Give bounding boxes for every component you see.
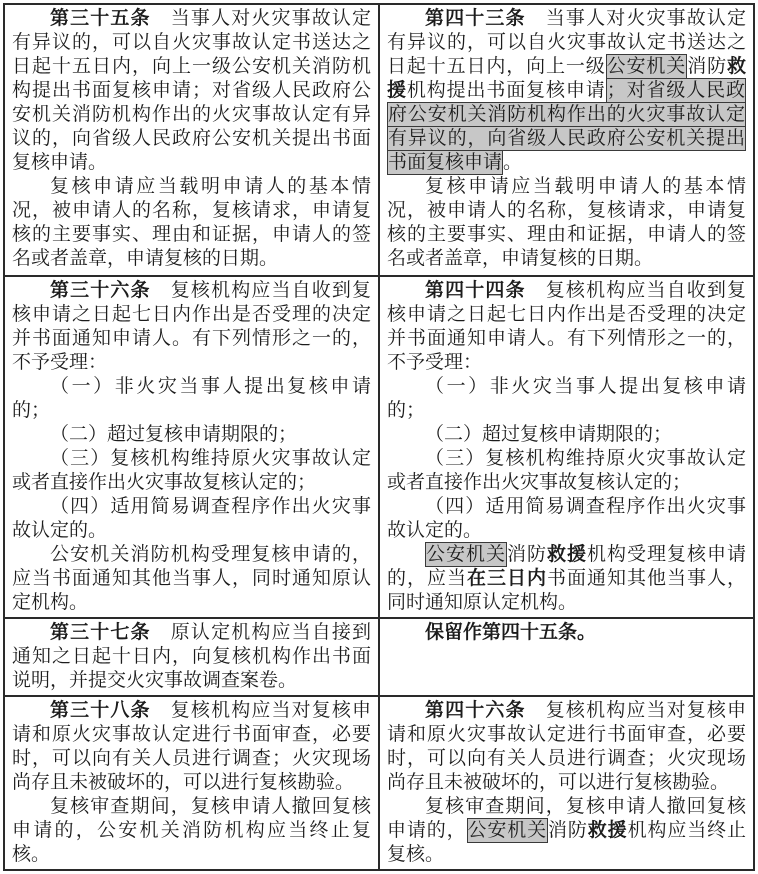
article-paragraph — [12, 495, 371, 543]
cell-article-35 — [4, 4, 379, 276]
text-run: 书面通知其他当事人，同时通知原认定机构。 — [387, 568, 746, 613]
text-run: （一）非火灾当事人提出复核申请的； — [12, 376, 371, 421]
article-paragraph — [387, 795, 746, 867]
text-run: 复核机构应当对复核申请和原火灾事故认定进行书面审查，必要时，可以向有关人员进行调查；火灾现场尚存且未被破坏的，可以进行复核勘验。 — [387, 700, 746, 793]
article-paragraph — [12, 543, 371, 615]
bold-run: 救援 — [387, 56, 746, 101]
cell-article-44 — [379, 276, 754, 618]
table-row — [4, 696, 754, 870]
text-run: （四）适用简易调查程序作出火灾事故认定的。 — [387, 496, 746, 541]
article-paragraph — [12, 621, 371, 693]
text-run: （二）超过复核申请期限的； — [50, 424, 298, 445]
article-paragraph — [387, 699, 746, 795]
article-paragraph — [12, 423, 371, 447]
article-paragraph — [387, 175, 746, 271]
bold-run: 第四十三条 — [425, 8, 526, 29]
bold-run: 第三十六条 — [50, 280, 151, 301]
text-run: 。 — [503, 152, 523, 173]
article-paragraph — [12, 7, 371, 175]
article-paragraph — [387, 423, 746, 447]
comparison-table — [3, 3, 755, 871]
revision-highlight: ；对省级人民政府公安机关消防机构作出的火灾事故认定有异议的，向省级人民政府公安机关提出书面复核申请 — [388, 80, 745, 173]
text-run: （一）非火灾当事人提出复核申请的； — [387, 376, 746, 421]
article-paragraph — [387, 543, 746, 615]
cell-article-37 — [4, 618, 379, 696]
text-run: 机构提出书面复核申请 — [406, 80, 606, 101]
bold-run: 第三十八条 — [50, 700, 151, 721]
text-run: （三）复核机构维持原火灾事故认定或者直接作出火灾事故复核认定的； — [12, 448, 371, 493]
article-paragraph — [387, 7, 746, 175]
text-run: （二）超过复核申请期限的； — [425, 424, 673, 445]
cell-article-45-reserved — [379, 618, 754, 696]
bold-run: 第三十五条 — [50, 8, 151, 29]
revision-highlight: 公安机关 — [426, 544, 506, 565]
bold-run: 救援 — [546, 544, 587, 565]
text-run: 机构应当终止复核。 — [387, 820, 746, 865]
article-paragraph — [12, 375, 371, 423]
text-run: 消防 — [687, 56, 727, 77]
cell-article-36 — [4, 276, 379, 618]
cell-article-43 — [379, 4, 754, 276]
text-run: 公安机关消防机构受理复核申请的，应当书面通知其他当事人，同时通知原认定机构。 — [12, 544, 371, 613]
article-paragraph — [12, 175, 371, 271]
text-run: 复核申请应当载明申请人的基本情况，被申请人的名称，复核请求，申请复核的主要事实、理由和证据，申请人的签名或者盖章，申请复核的日期。 — [12, 176, 371, 269]
bold-run: 第四十六条 — [425, 700, 526, 721]
revision-highlight: 公安机关 — [467, 820, 548, 841]
text-run: 消防 — [548, 820, 588, 841]
text-run: 复核机构应当自收到复核申请之日起七日内作出是否受理的决定并书面通知申请人。有下列情形之一的，不予受理： — [387, 280, 746, 373]
text-run: 复核机构应当对复核申请和原火灾事故认定进行书面审查，必要时，可以向有关人员进行调查；火灾现场尚存且未被破坏的，可以进行复核勘验。 — [12, 700, 371, 793]
text-run: 当事人对火灾事故认定有异议的，可以自火灾事故认定书送达之日起十五日内，向上一级 — [387, 8, 746, 77]
text-run: （三）复核机构维持原火灾事故认定或者直接作出火灾事故复核认定的； — [387, 448, 746, 493]
bold-run: 第四十四条 — [425, 280, 526, 301]
bold-run: 第三十七条 — [50, 622, 151, 643]
table-row — [4, 618, 754, 696]
text-run: 复核审查期间，复核申请人撤回复核申请的，公安机关消防机构应当终止复核。 — [12, 796, 371, 865]
cell-article-46 — [379, 696, 754, 870]
article-paragraph — [12, 447, 371, 495]
table-row — [4, 276, 754, 618]
bold-run: 救援 — [587, 820, 628, 841]
article-paragraph — [12, 279, 371, 375]
text-run: 复核审查期间，复核申请人撤回复核申请的， — [387, 796, 746, 841]
article-paragraph — [387, 495, 746, 543]
cell-article-38 — [4, 696, 379, 870]
table-row — [4, 4, 754, 276]
article-paragraph — [12, 795, 371, 867]
text-run: 复核申请应当载明申请人的基本情况，被申请人的名称，复核请求，申请复核的主要事实、理由和证据，申请人的签名或者盖章，申请复核的日期。 — [387, 176, 746, 269]
text-run: （四）适用简易调查程序作出火灾事故认定的。 — [12, 496, 371, 541]
text-run: 当事人对火灾事故认定有异议的，可以自火灾事故认定书送达之日起十五日内，向上一级公安机关消防机构提出书面复核申请；对省级人民政府公安机关消防机构作出的火灾事故认定有异议的，向省级人民政府公安机关提出书面复核申请。 — [12, 8, 371, 173]
revision-highlight: 公安机关 — [606, 56, 687, 77]
text-run: 原认定机构应当自接到通知之日起十日内，向复核机构作出书面说明，并提交火灾事故调查案卷。 — [12, 622, 371, 691]
article-paragraph — [387, 375, 746, 423]
text-run: 机构受理复核申请的，应当 — [387, 544, 746, 589]
article-paragraph — [387, 621, 746, 645]
bold-run: 在三日内 — [467, 568, 547, 589]
bold-run: 保留作第四十五条。 — [425, 622, 597, 643]
text-run: 消防 — [506, 544, 547, 565]
article-paragraph — [387, 279, 746, 375]
text-run: 复核机构应当自收到复核申请之日起七日内作出是否受理的决定并书面通知申请人。有下列情形之一的，不予受理： — [12, 280, 371, 373]
article-paragraph — [12, 699, 371, 795]
article-paragraph — [387, 447, 746, 495]
